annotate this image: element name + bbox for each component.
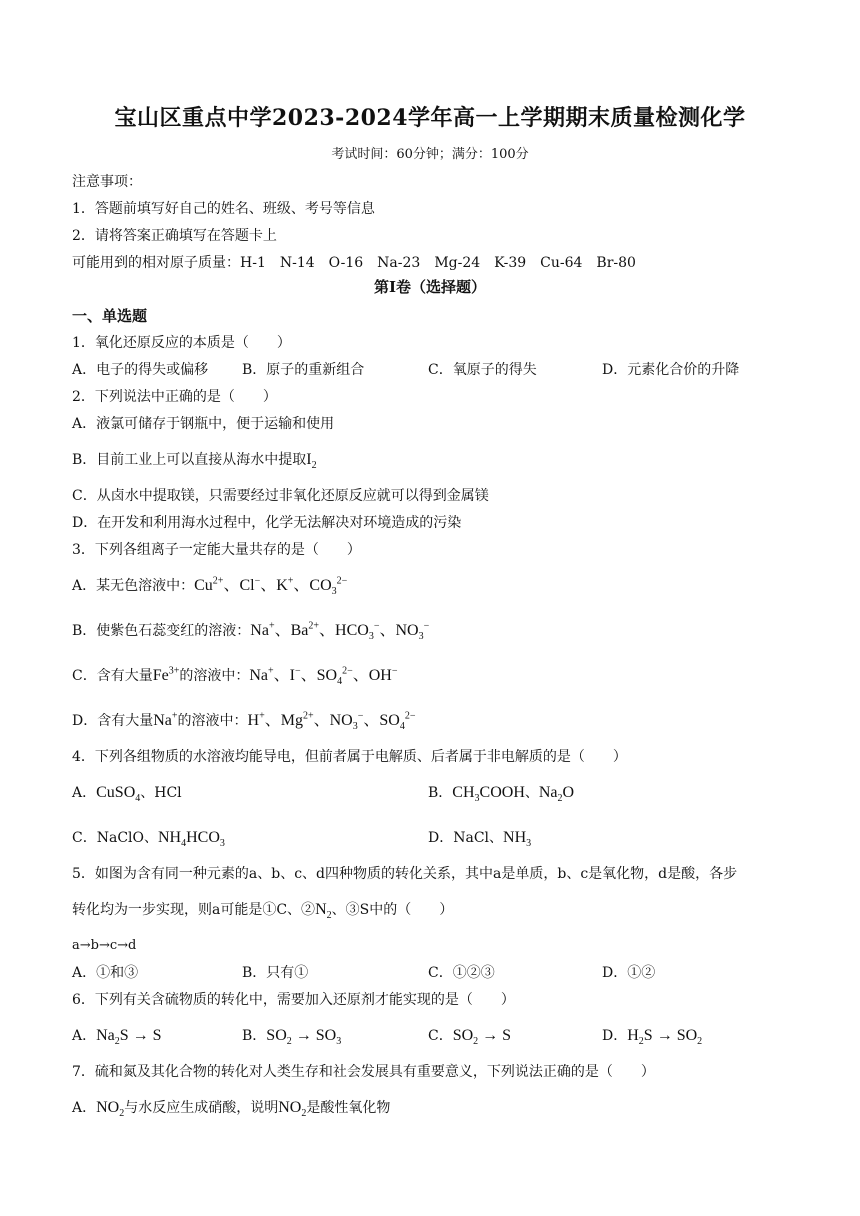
q5-stem-line-1: 5．如图为含有同一种元素的a、b、c、d四种物质的转化关系，其中a是单质，b、c是氧化物，d是酸，各步 — [72, 866, 738, 882]
q7-stem: 7．硫和氮及其化合物的转化对人类生存和社会发展具有重要意义，下列说法正确的是（ ） — [72, 1064, 655, 1080]
q5-option-c: C．①②③ — [428, 965, 495, 981]
atomic-masses: 可能用到的相对原子质量：H-1 N-14 O-16 Na-23 Mg-24 K-39 Cu-64 Br-80 — [72, 255, 636, 271]
q4-option-d: D．NaCl、$NH_3$ — [428, 829, 532, 850]
q1-option-d: D．元素化合价的升降 — [602, 362, 740, 378]
notice-item-2: 2．请将答案正确填写在答题卡上 — [72, 228, 277, 244]
q5-stem-line-2: 转化均为一步实现，则a可能是①C、$②N_2$、③S中的（ ） — [72, 901, 454, 922]
q5-option-b: B．只有① — [242, 965, 309, 981]
exam-time-info: 考试时间：60分钟；满分：100分 — [331, 147, 529, 162]
q2-option-c: C．从卤水中提取镁，只需要经过非氧化还原反应就可以得到金属镁 — [72, 488, 489, 504]
q2-option-a: A．液氯可储存于钢瓶中，便于运输和使用 — [72, 416, 335, 432]
q3-option-d: D．含有大量Na+的溶液中：H+、$Mg^{2+}$、$NO_3^-$、$SO_4^{2-}$ — [72, 710, 416, 733]
q4-option-c: C．NaClO、$NH_4HCO_3$ — [72, 829, 225, 850]
q2-stem: 2．下列说法中正确的是（ ） — [72, 389, 277, 405]
q4-stem: 4．下列各组物质的水溶液均能导电，但前者属于电解质、后者属于非电解质的是（ ） — [72, 749, 627, 765]
q5-scheme: a→b→c→d — [72, 938, 137, 953]
q2-option-b: B．目前工业上可以直接从海水中提取$I_2$ — [72, 451, 317, 472]
q2-option-d: D．在开发和利用海水过程中，化学无法解决对环境造成的污染 — [72, 515, 462, 531]
q4-option-a: A．CuSO$_4$、HCl — [72, 784, 182, 805]
q7-option-a: A．$NO_2$与水反应生成硝酸，说明$NO_2$是酸性氧化物 — [72, 1099, 391, 1120]
q3-stem: 3．下列各组离子一定能大量共存的是（ ） — [72, 542, 361, 558]
section-title: 第Ⅰ卷（选择题） — [373, 278, 487, 296]
notice-item-1: 1．答题前填写好自己的姓名、班级、考号等信息 — [72, 201, 375, 217]
part-title: 一、单选题 — [72, 307, 148, 325]
q1-stem: 1．氧化还原反应的本质是（ ） — [72, 335, 291, 351]
q3-option-b: B．使紫色石蕊变红的溶液：Na+、$Ba^{2+}$、$HCO_3^-$、$NO_3^-$ — [72, 620, 430, 643]
q4-option-b: B．$CH_3COOH$、$Na_2O$ — [428, 784, 575, 805]
q5-option-a: A．①和③ — [72, 965, 139, 981]
q6-option-b: B．$SO_2 \to SO_3$ — [242, 1027, 342, 1048]
q1-option-b: B．原子的重新组合 — [242, 362, 365, 378]
q1-option-a: A．电子的得失或偏移 — [72, 362, 209, 378]
q3-option-c: C．含有大量$Fe^{3+}$的溶液中：Na+、I−、$SO_4^{2-}$、OH− — [72, 665, 398, 688]
q6-stem: 6．下列有关含硫物质的转化中，需要加入还原剂才能实现的是（ ） — [72, 992, 515, 1008]
q6-option-d: D．$H_2S \to SO_2$ — [602, 1027, 703, 1048]
page-title: 宝山区重点中学2023-2024学年高一上学期期末质量检测化学 — [114, 105, 746, 131]
q5-option-d: D．①② — [602, 965, 656, 981]
notice-heading: 注意事项： — [72, 174, 142, 190]
q6-option-a: A．$Na_2S \to S$ — [72, 1027, 162, 1048]
q6-option-c: C．$SO_2 \to S$ — [428, 1027, 512, 1048]
q1-option-c: C．氧原子的得失 — [428, 362, 537, 378]
q3-option-a: A．某无色溶液中：$Cu^{2+}$、Cl−、K+、$CO_3^{2-}$ — [72, 575, 348, 598]
